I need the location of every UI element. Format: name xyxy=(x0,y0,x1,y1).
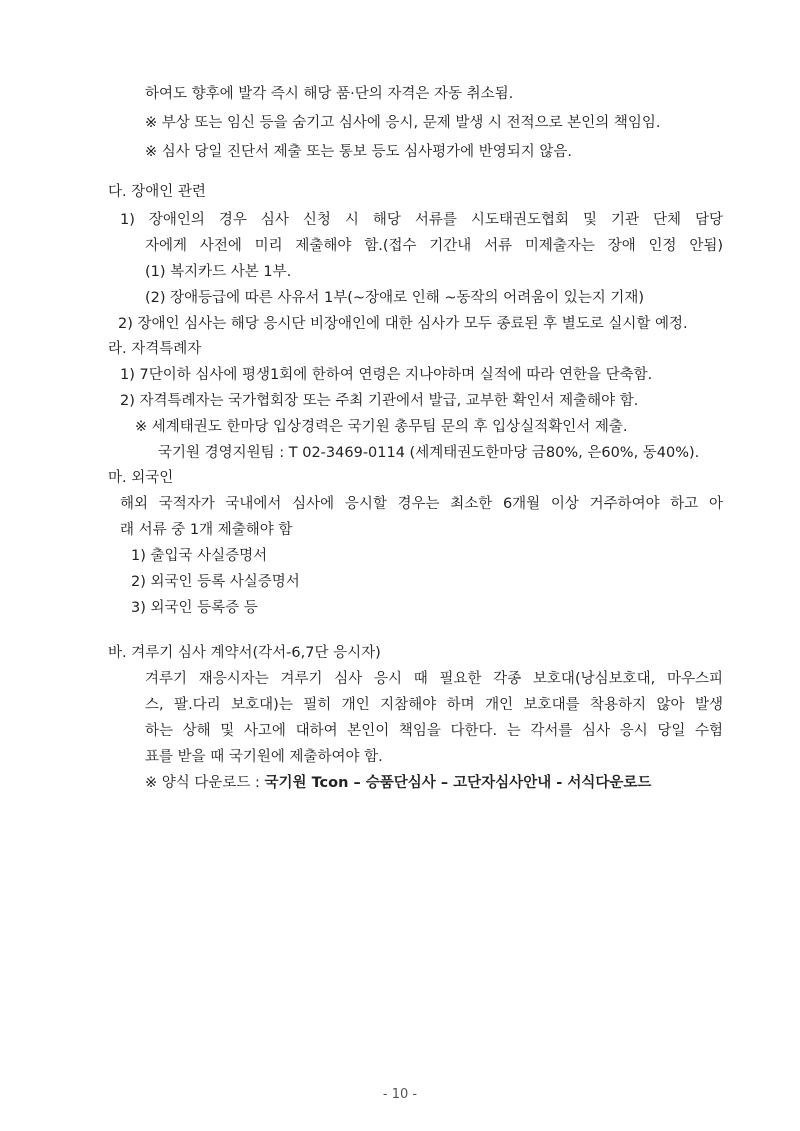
section-da-heading: 다. 장애인 관련 xyxy=(108,184,206,200)
section-ra-item1: 1) 7단이하 심사에 평생1회에 한하여 연령은 지나야하며 실적에 따라 연한을 단축함. xyxy=(120,367,653,383)
page-number: - 10 - xyxy=(382,1087,418,1102)
section-da-item2: 2) 장애인 심사는 해당 응시단 비장애인에 대한 심사가 모두 종료된 후 별도로 실시할 예정. xyxy=(118,316,688,332)
section-ma-item1: 1) 출입국 사실증명서 xyxy=(131,548,268,564)
section-ba-heading: 바. 겨루기 심사 계약서(각서-6,7단 응시자) xyxy=(108,645,381,661)
section-ba-para-line3: 하는 상해 및 사고에 대하여 본인이 책임을 다한다. 는 각서를 심사 응시 당일 수험 xyxy=(145,723,723,739)
section-da-item1-line1: 1) 장애인의 경우 심사 신청 시 해당 서류를 시도태권도협회 및 기관 단체 담당 xyxy=(120,212,723,228)
download-note xyxy=(145,773,651,793)
section-ba-para-line1: 겨루기 재응시자는 겨루기 심사 응시 때 필요한 각종 보호대(낭심보호대, 마우스피 xyxy=(145,671,723,687)
download-note-prefix: ※ 양식 다운로드 : xyxy=(145,775,265,791)
section-da-item1-line2: 자에게 사전에 미리 제출해야 함.(접수 기간내 서류 미제출자는 장애 인정 안됨) xyxy=(145,238,723,254)
download-path: 국기원 Tcon – 승품단심사 – 고단자심사안내 - 서식다운로드 xyxy=(264,775,652,791)
section-ra-item2: 2) 자격특례자는 국가협회장 또는 주최 기관에서 발급, 교부한 확인서 제출해야 함. xyxy=(120,393,639,409)
section-ma-heading: 마. 외국인 xyxy=(108,470,174,486)
section-ba-para-line4: 표를 받을 때 국기원에 제출하여야 함. xyxy=(145,749,383,765)
section-ma-para-line2: 래 서류 중 1개 제출해야 함 xyxy=(120,522,293,538)
section-ra-note2: 국기원 경영지원팀 : T 02-3469-0114 (세계태권도한마당 금80%, 은60%, 동40%). xyxy=(158,445,700,461)
section-ra-note1: ※ 세계태권도 한마당 입상경력은 국기원 총무팀 문의 후 입상실적확인서 제출. xyxy=(135,419,628,435)
section-da-sub2: (2) 장애등급에 따른 사유서 1부(~장애로 인해 ~동작의 어려움이 있는지 기재) xyxy=(145,290,645,306)
section-ra-heading: 라. 자격특례자 xyxy=(108,341,202,357)
note-injury: ※ 부상 또는 임신 등을 숨기고 심사에 응시, 문제 발생 시 전적으로 본인의 책임임. xyxy=(145,115,661,131)
section-ma-item3: 3) 외국인 등록증 등 xyxy=(131,600,258,616)
section-ma-item2: 2) 외국인 등록 사실증명서 xyxy=(131,574,300,590)
section-da-sub1: (1) 복지카드 사본 1부. xyxy=(145,264,292,280)
note-diagnosis: ※ 심사 당일 진단서 제출 또는 통보 등도 심사평가에 반영되지 않음. xyxy=(145,144,573,160)
section-ma-para-line1: 해외 국적자가 국내에서 심사에 응시할 경우는 최소한 6개월 이상 거주하여야 하고 아 xyxy=(120,496,723,512)
section-ba-para-line2: 스, 팔.다리 보호대)는 필히 개인 지참해야 하며 개인 보호대를 착용하지 않아 발생 xyxy=(145,697,723,713)
continued-text-line: 하여도 향후에 발각 즉시 해당 품·단의 자격은 자동 취소됨. xyxy=(145,86,514,102)
